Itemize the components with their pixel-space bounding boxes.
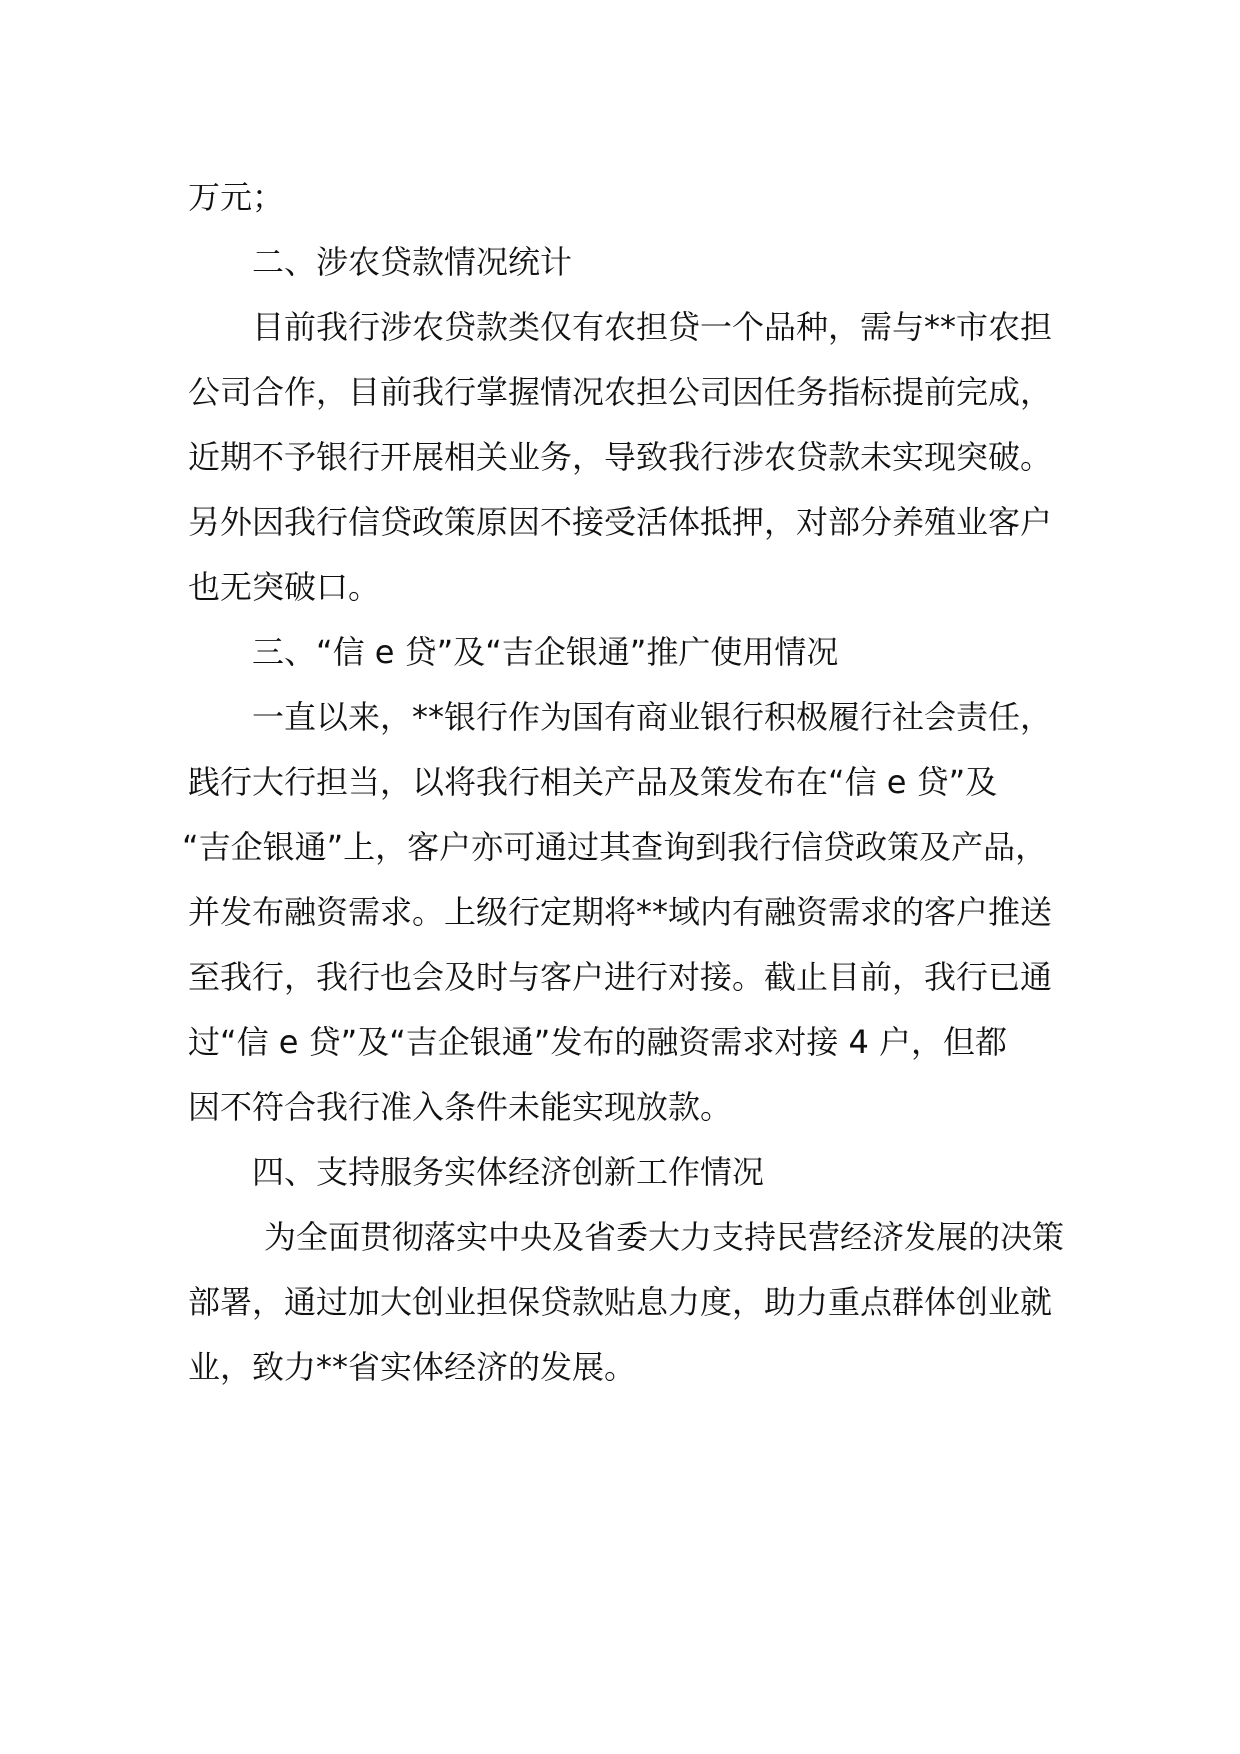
paragraph-line: 过“信 e 贷”及“吉企银通”发布的融资需求对接 4 户，但都 [188, 1023, 1008, 1061]
section-heading-promotion: 三、“信 e 贷”及“吉企银通”推广使用情况 [252, 633, 839, 671]
paragraph-line: 近期不予银行开展相关业务，导致我行涉农贷款未实现突破。 [188, 438, 1053, 476]
paragraph-line: 一直以来，**银行作为国有商业银行积极履行社会责任， [252, 698, 1053, 736]
paragraph-continuation-line: 万元； [188, 178, 285, 216]
paragraph-line: 并发布融资需求。上级行定期将**域内有融资需求的客户推送 [188, 893, 1053, 931]
paragraph-line: 因不符合我行准入条件未能实现放款。 [188, 1088, 733, 1126]
paragraph-line: 至我行，我行也会及时与客户进行对接。截止目前，我行已通 [188, 958, 1053, 996]
paragraph-line: 业，致力**省实体经济的发展。 [188, 1348, 637, 1386]
document-body [182, 165, 1088, 1400]
paragraph-line: 另外因我行信贷政策原因不接受活体抵押，对部分养殖业客户 [188, 503, 1053, 541]
paragraph-line: 公司合作，目前我行掌握情况农担公司因任务指标提前完成， [188, 373, 1053, 411]
paragraph-line: “吉企银通”上，客户亦可通过其查询到我行信贷政策及产品， [182, 828, 1048, 866]
paragraph-line: 部署，通过加大创业担保贷款贴息力度，助力重点群体创业就 [188, 1283, 1053, 1321]
paragraph-line: 也无突破口。 [188, 568, 381, 606]
section-heading-agri-loans: 二、涉农贷款情况统计 [252, 243, 573, 281]
section-heading-real-economy: 四、支持服务实体经济创新工作情况 [252, 1153, 765, 1191]
paragraph-line: 践行大行担当，以将我行相关产品及策发布在“信 e 贷”及 [188, 763, 998, 801]
paragraph-line: 为全面贯彻落实中央及省委大力支持民营经济发展的决策 [264, 1218, 1065, 1256]
paragraph-line: 目前我行涉农贷款类仅有农担贷一个品种，需与**市农担 [252, 308, 1053, 346]
